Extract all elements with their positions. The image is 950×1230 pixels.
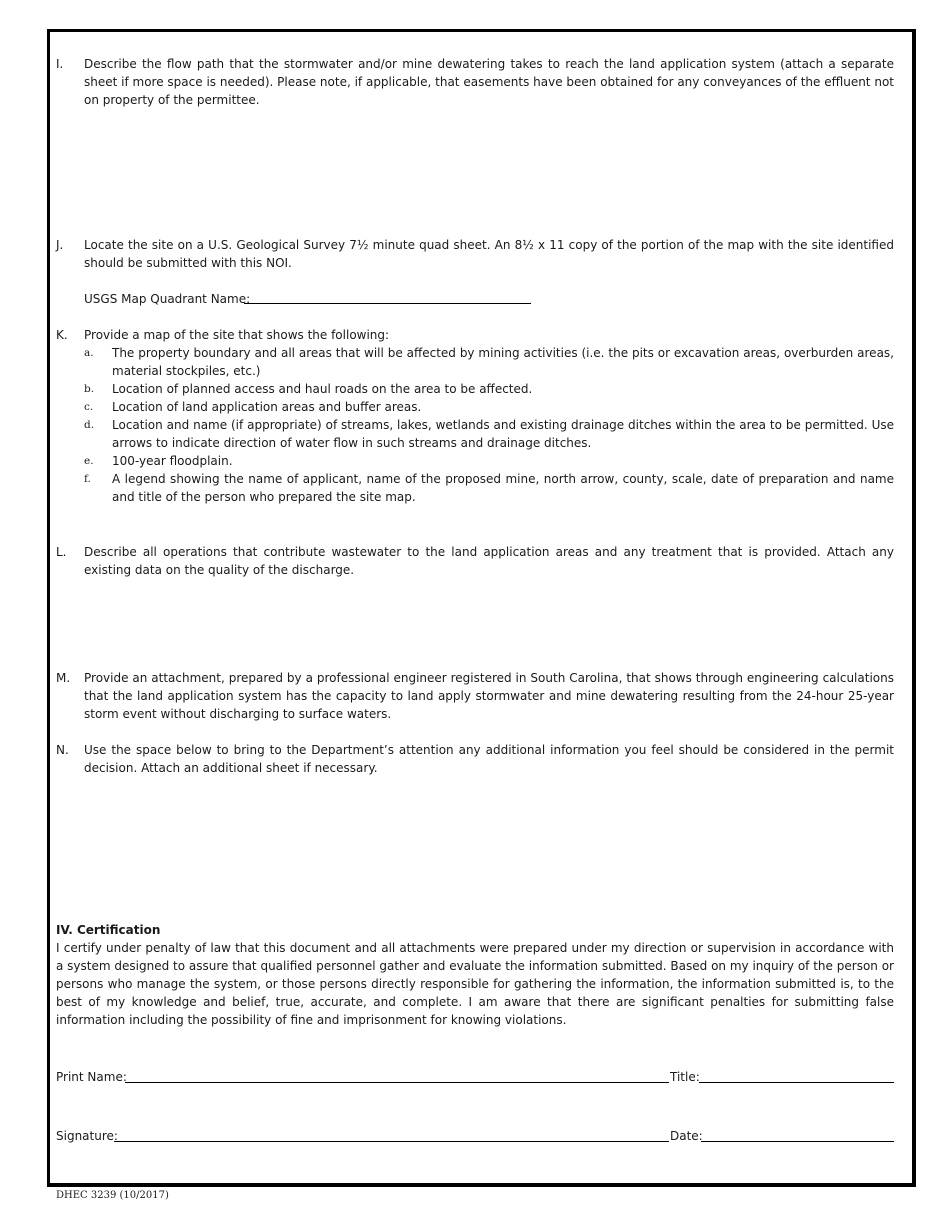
certification-text: I certify under penalty of law that this document and all attachments were prepared under my direction or supervision in accordance with a system designed to assure that qualified personnel gather and evaluate the information submitted. Based on my inquiry of the person or persons who manage the system, or those persons directly responsible for gathering the information, the information submitted is, to the best of my knowledge and belief, true, accurate, and complete. I am aware that there are significant penalties for submitting false information including the possibility of fine and imprisonment for knowing violations.	[56, 941, 894, 1027]
usgs-quadrant-label: USGS Map Quadrant Name:	[84, 292, 251, 306]
form-footer: DHEC 3239 (10/2017)	[56, 1190, 169, 1201]
sub-a-text: The property boundary and all areas that will be affected by mining activities (i.e. the pits or excavation areas, overburden areas, material stockpiles, etc.)	[112, 346, 894, 378]
item-k-sub-c	[84, 398, 894, 416]
date-input[interactable]	[701, 1141, 894, 1142]
item-i-label: I.	[56, 57, 64, 71]
item-i	[56, 55, 894, 109]
item-i-text: Describe the flow path that the stormwater and/or mine dewatering takes to reach the land application system (attach a separate sheet if more space is needed). Please note, if applicable, that easements have been obtained for any conveyances of the effluent not on property of the permittee.	[84, 57, 894, 107]
title-input[interactable]	[699, 1082, 894, 1083]
sub-f-label: f.	[84, 473, 91, 485]
sub-b-label: b.	[84, 383, 95, 395]
item-k-sub-a	[84, 344, 894, 380]
sub-c-text: Location of land application areas and buffer areas.	[112, 400, 422, 414]
sub-d-label: d.	[84, 419, 95, 431]
sub-e-text: 100-year floodplain.	[112, 454, 233, 468]
item-m-label: M.	[56, 671, 71, 685]
title-label: Title:	[670, 1070, 700, 1084]
item-l	[56, 543, 894, 579]
item-k-sub-e	[84, 452, 894, 470]
print-name-label: Print Name:	[56, 1070, 127, 1084]
item-l-text: Describe all operations that contribute wastewater to the land application areas and any treatment that is provided. Attach any existing data on the quality of the discharge.	[84, 545, 894, 577]
item-n	[56, 741, 894, 777]
item-j-text: Locate the site on a U.S. Geological Survey 7½ minute quad sheet. An 8½ x 11 copy of the portion of the map with the site identified should be submitted with this NOI.	[84, 238, 894, 270]
item-k-sub-f	[84, 470, 894, 506]
item-k	[56, 326, 894, 344]
item-j-label: J.	[56, 238, 64, 252]
sub-d-text: Location and name (if appropriate) of streams, lakes, wetlands and existing drainage ditches within the area to be permitted. Use arrows to indicate direction of water flow in such streams and drainage ditches.	[112, 418, 894, 450]
sub-c-label: c.	[84, 401, 94, 413]
item-k-sub-b	[84, 380, 894, 398]
item-k-text: Provide a map of the site that shows the following:	[84, 328, 390, 342]
item-n-label: N.	[56, 743, 69, 757]
print-name-input[interactable]	[125, 1082, 669, 1083]
item-k-sub-d	[84, 416, 894, 452]
sub-a-label: a.	[84, 347, 94, 359]
item-n-text: Use the space below to bring to the Department’s attention any additional information you feel should be considered in the permit decision. Attach an additional sheet if necessary.	[84, 743, 894, 775]
usgs-quadrant-input[interactable]	[244, 303, 531, 304]
certification-heading: IV. Certification	[56, 923, 161, 937]
signature-input[interactable]	[114, 1141, 669, 1142]
item-l-label: L.	[56, 545, 67, 559]
sub-b-text: Location of planned access and haul roads on the area to be affected.	[112, 382, 533, 396]
item-m	[56, 669, 894, 723]
item-k-label: K.	[56, 328, 68, 342]
certification-section	[56, 921, 894, 1029]
sub-f-text: A legend showing the name of applicant, name of the proposed mine, north arrow, county, scale, date of preparation and name and title of the person who prepared the site map.	[112, 472, 894, 504]
item-j	[56, 236, 894, 272]
signature-label: Signature:	[56, 1129, 118, 1143]
date-label: Date:	[670, 1129, 703, 1143]
sub-e-label: e.	[84, 455, 94, 467]
item-m-text: Provide an attachment, prepared by a professional engineer registered in South Carolina, that shows through engineering calculations that the land application system has the capacity to land apply stormwater and mine dewatering resulting from the 24-hour 25-year storm event without discharging to surface waters.	[84, 671, 894, 721]
